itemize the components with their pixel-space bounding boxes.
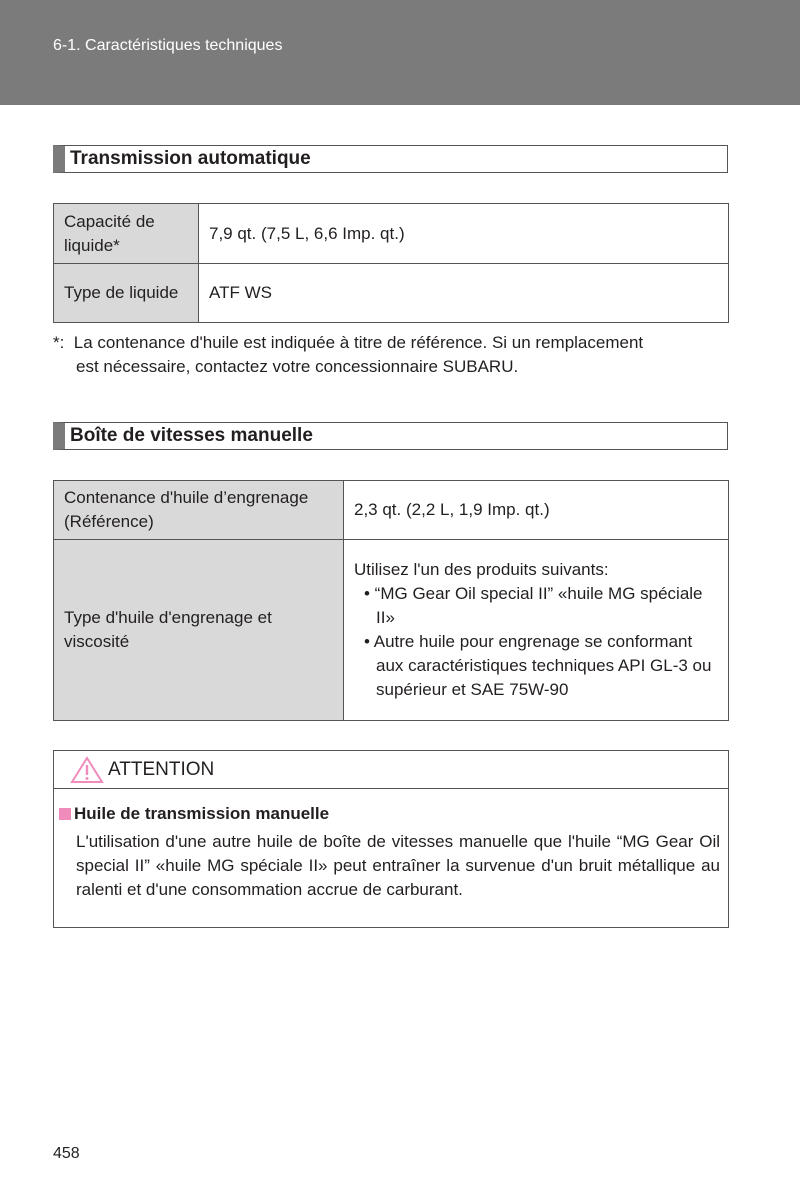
row-value [344, 540, 729, 721]
attention-title: ATTENTION [108, 758, 215, 780]
page-number: 458 [53, 1145, 80, 1162]
value-intro: Utilisez l'un des produits suivants: [354, 560, 609, 579]
footnote-text: La contenance d'huile est indiquée à titre de référence. Si un remplacement [73, 333, 644, 352]
row-value: 2,3 qt. (2,2 L, 1,9 Imp. qt.) [344, 481, 729, 540]
section-title-manual: Boîte de vitesses manuelle [53, 422, 728, 450]
section-title-automatic: Transmission automatique [53, 145, 728, 173]
row-value: 7,9 qt. (7,5 L, 6,6 Imp. qt.) [199, 204, 729, 264]
row-label: Type d'huile d'engrenage et viscosité [54, 540, 344, 721]
square-bullet-icon [59, 808, 71, 820]
product-list [354, 582, 718, 702]
row-value: ATF WS [199, 264, 729, 323]
list-item: • “MG Gear Oil special II” «huile MG spéciale II» [364, 584, 703, 627]
table-row [54, 540, 729, 721]
breadcrumb: 6-1. Caractéristiques techniques [53, 37, 283, 54]
list-item: • Autre huile pour engrenage se conformant aux caractéristiques techniques API GL-3 ou supérieur et SAE 75W-90 [364, 632, 712, 699]
attention-box [53, 750, 729, 928]
subtitle-text: Huile de transmission manuelle [74, 804, 330, 823]
row-label: Type de liquide [54, 264, 199, 323]
page-header [0, 0, 800, 105]
warning-icon [70, 756, 104, 784]
footnote-mark: *: [53, 333, 65, 352]
table-row [54, 264, 729, 323]
attention-body: L'utilisation d'une autre huile de boîte de vitesses manuelle que l'huile “MG Gear Oil special II” «huile MG spéciale II» peut entraîner la survenue d'un bruit métallique au ralenti et d'une consommation accrue de carburant. [76, 832, 720, 899]
row-label: Contenance d'huile d’engrenage (Référence) [54, 481, 344, 540]
automatic-spec-table [53, 203, 729, 323]
table-row [54, 481, 729, 540]
attention-header [54, 751, 728, 789]
row-label: Capacité de liquide* [54, 204, 199, 264]
footnote [53, 331, 733, 379]
manual-spec-table [53, 480, 729, 721]
table-row [54, 204, 729, 264]
footnote-text: est nécessaire, contactez votre concessionnaire SUBARU. [76, 357, 519, 376]
attention-subtitle [59, 804, 728, 824]
